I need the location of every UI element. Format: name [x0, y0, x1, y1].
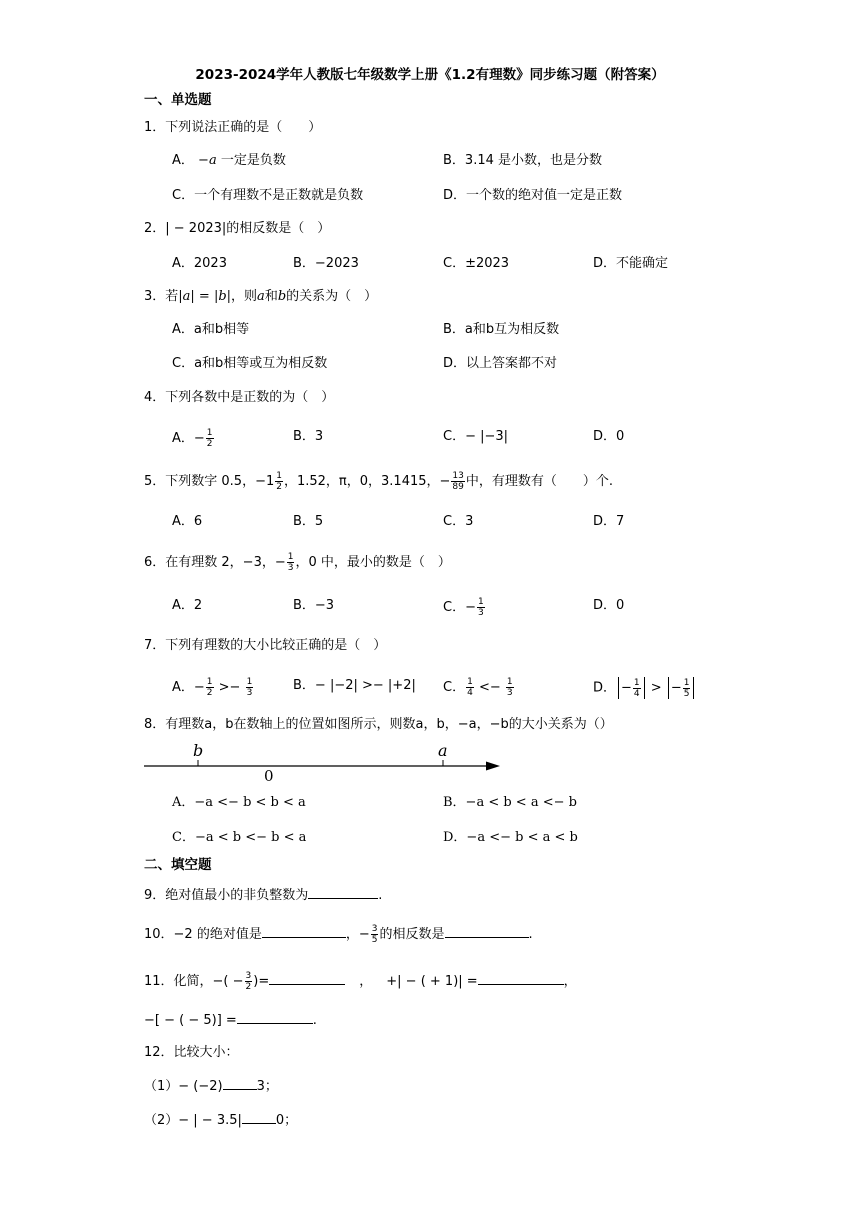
- question-11-line-2: −[ − ( − 5)] = .: [144, 1013, 317, 1028]
- answer-blank[interactable]: [478, 972, 564, 985]
- fraction: $\frac{1}{5}$: [683, 677, 690, 699]
- fraction: $\frac{1}{4}$: [467, 677, 473, 698]
- question-7-option-d: D． − $\frac{1}{4}$ > − $\frac{1}{5}$: [593, 677, 696, 699]
- question-7-option-c: C． $\frac{1}{4}$ <− $\frac{1}{3}$: [443, 677, 513, 698]
- question-7-stem: 7．下列有理数的大小比较正确的是（ ）: [144, 638, 387, 653]
- fraction: $\frac{3}{5}$: [371, 924, 378, 945]
- question-6-option-c: C．− $\frac{1}{3}$: [443, 597, 484, 618]
- question-3-option-d: D．以上答案都不对: [443, 356, 558, 371]
- question-5-stem: 5．下列数字 0.5，−1 $\frac{1}{2}$ ，1.52，π，0，3.1415，− $\frac{13}{89}$ 中，有理数有（ ）个.: [144, 471, 614, 492]
- question-12-part-1: （1）− (−2) 3；: [144, 1079, 278, 1094]
- page-title: 2023-2024学年人教版七年级数学上册《1.2有理数》同步练习题（附答案）: [195, 67, 665, 83]
- answer-blank[interactable]: [237, 1011, 313, 1024]
- question-6-option-b: B．−3: [293, 598, 335, 613]
- fraction: $\frac{1}{3}$: [246, 677, 253, 698]
- option-label: A．: [172, 153, 194, 168]
- question-6-option-a: A．2: [172, 598, 203, 613]
- question-8-option-a: A．−a <− b < b < a: [172, 795, 306, 810]
- question-12-stem: 12．比较大小：: [144, 1045, 239, 1060]
- question-1-option-d: D．一个数的绝对值一定是正数: [443, 188, 623, 203]
- question-1-option-a: [172, 152, 286, 170]
- question-11: 11．化简，−( − $\frac{3}{2}$ )= ， +| − ( + 1)| = ，: [144, 971, 577, 992]
- question-7-option-a: A．− $\frac{1}{2}$ >− $\frac{1}{3}$: [172, 677, 253, 698]
- option-text: 一定是负数: [220, 153, 286, 168]
- question-6-option-d: D．0: [593, 598, 625, 613]
- section-heading-single-choice: 一、单选题: [144, 92, 212, 108]
- answer-blank[interactable]: [445, 925, 529, 938]
- question-5-option-a: A．6: [172, 514, 203, 529]
- question-4-stem: 4．下列各数中是正数的为（ ）: [144, 390, 335, 405]
- question-1-option-b: B．3.14 是小数，也是分数: [443, 153, 602, 168]
- question-4-option-c: C．− |−3|: [443, 429, 509, 444]
- fraction: $\frac{13}{89}$: [452, 471, 464, 492]
- question-5-option-b: B．5: [293, 514, 324, 529]
- question-5-option-d: D．7: [593, 514, 625, 529]
- question-8-stem: 8．有理数a，b在数轴上的位置如图所示，则数a，b，−a，−b的大小关系为（）: [144, 717, 613, 732]
- fraction: $\frac{1}{2}$: [206, 677, 213, 698]
- question-4-option-b: B．3: [293, 429, 324, 444]
- answer-blank[interactable]: [242, 1111, 276, 1124]
- question-2-option-b: B．−2023: [293, 256, 359, 271]
- question-3-option-b: B．a和b互为相反数: [443, 322, 560, 337]
- fraction: $\frac{1}{3}$: [477, 597, 484, 618]
- question-12-part-2: （2）− | − 3.5| 0；: [144, 1113, 298, 1128]
- question-7-option-b: B．− |−2| >− |+2|: [293, 678, 416, 693]
- question-1-option-c: C．一个有理数不是正数就是负数: [172, 188, 364, 203]
- question-2-option-d: D．不能确定: [593, 256, 669, 271]
- question-2-option-a: A．2023: [172, 256, 227, 271]
- fraction: $\frac{1}{2}$: [206, 428, 213, 449]
- question-4-option-d: D．0: [593, 429, 625, 444]
- question-3-option-c: C．a和b相等或互为相反数: [172, 356, 328, 371]
- fraction: $\frac{1}{3}$: [506, 677, 513, 698]
- fraction: $\frac{1}{4}$: [633, 677, 640, 699]
- section-heading-fill-blank: 二、填空题: [144, 857, 212, 873]
- question-10: 10．−2 的绝对值是 ，− $\frac{3}{5}$ 的相反数是 .: [144, 924, 533, 945]
- question-2-option-c: C．±2023: [443, 256, 510, 271]
- fraction: $\frac{3}{2}$: [245, 971, 252, 992]
- question-3-stem: 3．若|a| = |b|，则a和b的关系为（ ）: [144, 289, 378, 304]
- fraction: $\frac{1}{2}$: [276, 471, 282, 492]
- number-line-arrow: [486, 762, 500, 771]
- question-8-option-d: D．−a <− b < a < b: [443, 830, 578, 845]
- question-6-stem: 6．在有理数 2，−3，− $\frac{1}{3}$ ，0 中，最小的数是（ ）: [144, 552, 451, 573]
- question-8-option-b: B．−a < b < a <− b: [443, 795, 577, 810]
- answer-blank[interactable]: [269, 972, 345, 985]
- question-5-option-c: C．3: [443, 514, 474, 529]
- axis-label-a: a: [438, 741, 448, 760]
- answer-blank[interactable]: [223, 1077, 257, 1090]
- question-9: 9．绝对值最小的非负整数为 .: [144, 888, 383, 903]
- question-3-option-a: A．a和b相等: [172, 322, 250, 337]
- answer-blank[interactable]: [308, 886, 378, 899]
- question-1-stem: 1．下列说法正确的是（ ）: [144, 120, 322, 135]
- fraction: $\frac{1}{3}$: [287, 552, 294, 573]
- math-expression: −a: [198, 153, 217, 168]
- axis-label-zero: 0: [264, 767, 274, 785]
- axis-label-b: b: [193, 741, 204, 760]
- answer-blank[interactable]: [262, 925, 346, 938]
- question-4-option-a: A．− $\frac{1}{2}$: [172, 428, 213, 449]
- question-8-option-c: C．−a < b <− b < a: [172, 830, 307, 845]
- number-line-figure: [140, 738, 510, 788]
- question-2-stem: 2．| − 2023|的相反数是（ ）: [144, 221, 331, 236]
